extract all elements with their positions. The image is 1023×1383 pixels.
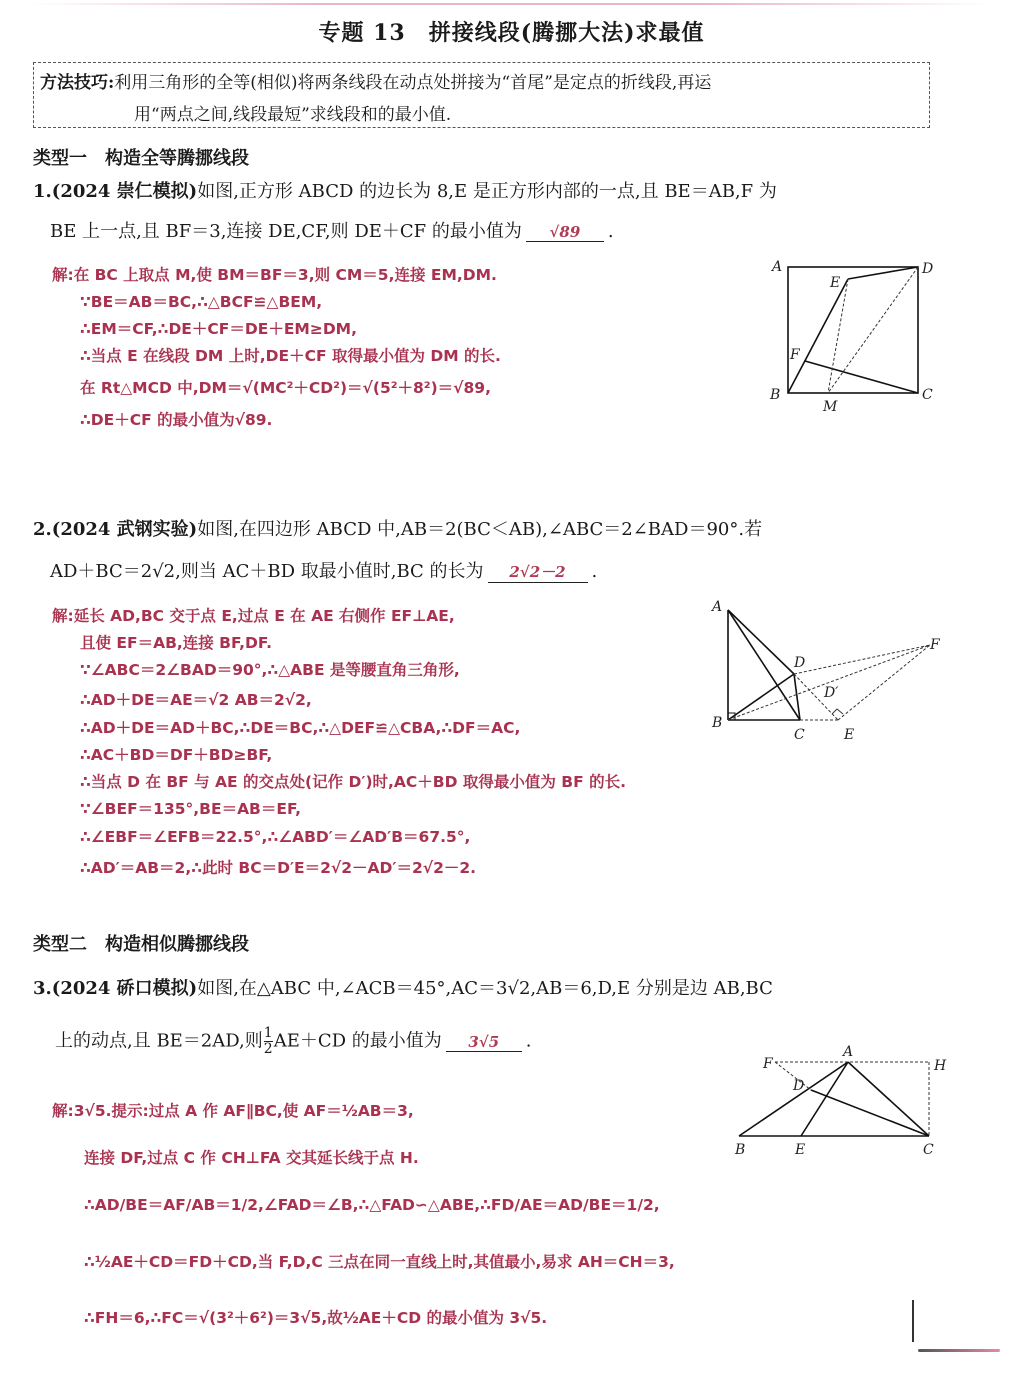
- q2-sol-9: ∴AD′＝AB＝2,∴此时 BC＝D′E＝2√2－AD′＝2√2－2.: [80, 859, 477, 877]
- q2-label-E: E: [844, 727, 855, 743]
- q2-line-2: AD＋BC＝2√2,则当 AC＋BD 取最小值时,BC 的长为 2√2－2 .: [50, 561, 598, 582]
- q2-label-D: D: [794, 655, 806, 671]
- q3-sol-0: 解:3√5.提示:过点 A 作 AF∥BC,使 AF＝½AB＝3,: [52, 1102, 414, 1120]
- q1-text-2: BE 上一点,且 BF＝3,连接 DE,CF,则 DE＋CF 的最小值为: [50, 221, 522, 242]
- q2-sol-7: ∵∠BEF＝135°,BE＝AB＝EF,: [80, 800, 301, 818]
- section-type-1: 类型一 构造全等腾挪线段: [33, 148, 249, 169]
- method-line-2: 用“两点之间,线段最短”求线段和的最小值.: [134, 105, 452, 125]
- bottom-vertical-mark: [912, 1300, 914, 1342]
- q2-label-A: A: [712, 599, 723, 615]
- q2-sol-8: ∴∠EBF＝∠EFB＝22.5°,∴∠ABD′＝∠AD′B＝67.5°,: [80, 828, 471, 846]
- q3-figure: [725, 1040, 955, 1165]
- q1-sol-3: ∴当点 E 在线段 DM 上时,DE＋CF 取得最小值为 DM 的长.: [80, 347, 501, 365]
- q1-label-F: F: [790, 347, 800, 363]
- q2-answer: 2√2－2: [488, 561, 588, 583]
- q2-label-C: C: [794, 727, 805, 743]
- q2-label-B: B: [712, 715, 723, 731]
- q3-label-E: E: [795, 1142, 806, 1158]
- q2-line-1: [33, 515, 762, 541]
- q3-frac-num: 1: [263, 1025, 273, 1041]
- q3-frac-den: 2: [263, 1041, 273, 1057]
- q2-number: 2.: [33, 519, 52, 540]
- q3-label-C: C: [923, 1142, 934, 1158]
- q2-sol-4: ∴AD＋DE＝AD＋BC,∴DE＝BC,∴△DEF≌△CBA,∴DF＝AC,: [80, 719, 521, 737]
- q1-answer: √89: [526, 223, 604, 242]
- q1-label-M: M: [823, 399, 838, 415]
- q3-label-D: D: [793, 1078, 805, 1094]
- q2-sol-5: ∴AC＋BD＝DF＋BD≥BF,: [80, 746, 273, 764]
- q3-label-H: H: [934, 1058, 947, 1074]
- q2-sol-0: 解:延长 AD,BC 交于点 E,过点 E 在 AE 右侧作 EF⊥AE,: [52, 607, 455, 625]
- q3-sol-1: 连接 DF,过点 C 作 CH⊥FA 交其延长线于点 H.: [84, 1149, 419, 1167]
- bottom-decoration-line: [918, 1349, 1000, 1352]
- q1-text-1: 如图,正方形 ABCD 的边长为 8,E 是正方形内部的一点,且 BE＝AB,F 为: [197, 181, 777, 202]
- q3-line-2: 上的动点,且 BE＝2AD,则 $\frac{1}{2}$ AE＋CD 的最小值为 3√5 .: [55, 1025, 532, 1057]
- q2-sol-1: 且使 EF＝AB,连接 BF,DF.: [80, 634, 273, 652]
- q2-figure: [700, 595, 950, 750]
- method-line-1: [40, 68, 711, 93]
- q3-fraction: [264, 1026, 273, 1057]
- q3-text-2b: AE＋CD 的最小值为: [273, 1030, 442, 1052]
- q3-line-1: [33, 974, 773, 1000]
- q1-sol-1: ∵BE＝AB＝BC,∴△BCF≌△BEM,: [80, 293, 323, 311]
- method-label: 方法技巧:: [40, 73, 115, 93]
- q3-answer: 3√5: [446, 1033, 522, 1052]
- q1-label-B: B: [770, 387, 781, 403]
- q1-label-D: D: [922, 261, 934, 277]
- q3-text-1: 如图,在△ABC 中,∠ACB＝45°,AC＝3√2,AB＝6,D,E 分别是边 AB,BC: [197, 978, 773, 999]
- q3-label-A: A: [843, 1044, 854, 1060]
- q1-sol-2: ∴EM＝CF,∴DE＋CF＝DE＋EM≥DM,: [80, 320, 357, 338]
- q2-sol-2: ∵∠ABC＝2∠BAD＝90°,∴△ABE 是等腰直角三角形,: [80, 661, 460, 679]
- q3-text-2a: 上的动点,且 BE＝2AD,则: [55, 1030, 263, 1052]
- q3-number: 3.: [33, 978, 52, 999]
- section-type-2: 类型二 构造相似腾挪线段: [33, 934, 249, 955]
- q1-figure: [760, 255, 950, 415]
- q2-label-D-prime: D′: [824, 685, 839, 701]
- q2-text-2: AD＋BC＝2√2,则当 AC＋BD 取最小值时,BC 的长为: [50, 561, 484, 582]
- top-decoration-line: [30, 3, 990, 5]
- q1-sol-4: 在 Rt△MCD 中,DM＝√(MC²＋CD²)＝√(5²＋8²)＝√89,: [80, 379, 491, 397]
- q2-text-1: 如图,在四边形 ABCD 中,AB＝2(BC＜AB),∠ABC＝2∠BAD＝90°.若: [197, 519, 763, 540]
- q1-sol-0: 解:在 BC 上取点 M,使 BM＝BF＝3,则 CM＝5,连接 EM,DM.: [52, 266, 497, 284]
- q1-sol-5: ∴DE＋CF 的最小值为√89.: [80, 411, 273, 429]
- q1-line-2: BE 上一点,且 BF＝3,连接 DE,CF,则 DE＋CF 的最小值为 √89 .: [50, 221, 614, 242]
- q2-source: (2024 武钢实验): [51, 519, 198, 540]
- page-title: 专题 13 拼接线段(腾挪大法)求最值: [318, 20, 705, 46]
- q2-sol-3: ∴AD＋DE＝AE＝√2 AB＝2√2,: [80, 691, 312, 709]
- q3-sol-4: ∴FH＝6,∴FC＝√(3²＋6²)＝3√5,故½AE＋CD 的最小值为 3√5.: [84, 1309, 548, 1327]
- q3-label-B: B: [735, 1142, 746, 1158]
- method-text-1: 利用三角形的全等(相似)将两条线段在动点处拼接为“首尾”是定点的折线段,再运: [114, 73, 712, 93]
- q1-line-1: [33, 177, 777, 203]
- q1-label-A: A: [772, 259, 783, 275]
- q1-source: (2024 崇仁模拟): [51, 181, 198, 202]
- q3-label-F: F: [763, 1056, 773, 1072]
- q3-sol-2: ∴AD/BE＝AF/AB＝1/2,∠FAD＝∠B,∴△FAD∽△ABE,∴FD/AE＝AD/BE＝1/2,: [84, 1196, 660, 1214]
- q3-sol-3: ∴½AE＋CD＝FD＋CD,当 F,D,C 三点在同一直线上时,其值最小,易求 AH＝CH＝3,: [84, 1253, 675, 1271]
- q1-label-E: E: [830, 275, 841, 291]
- q2-label-F: F: [930, 637, 940, 653]
- q3-source: (2024 硚口模拟): [51, 978, 198, 999]
- q1-label-C: C: [922, 387, 933, 403]
- q2-sol-6: ∴当点 D 在 BF 与 AE 的交点处(记作 D′)时,AC＋BD 取得最小值为 BF 的长.: [80, 773, 626, 791]
- q1-number: 1.: [33, 181, 52, 202]
